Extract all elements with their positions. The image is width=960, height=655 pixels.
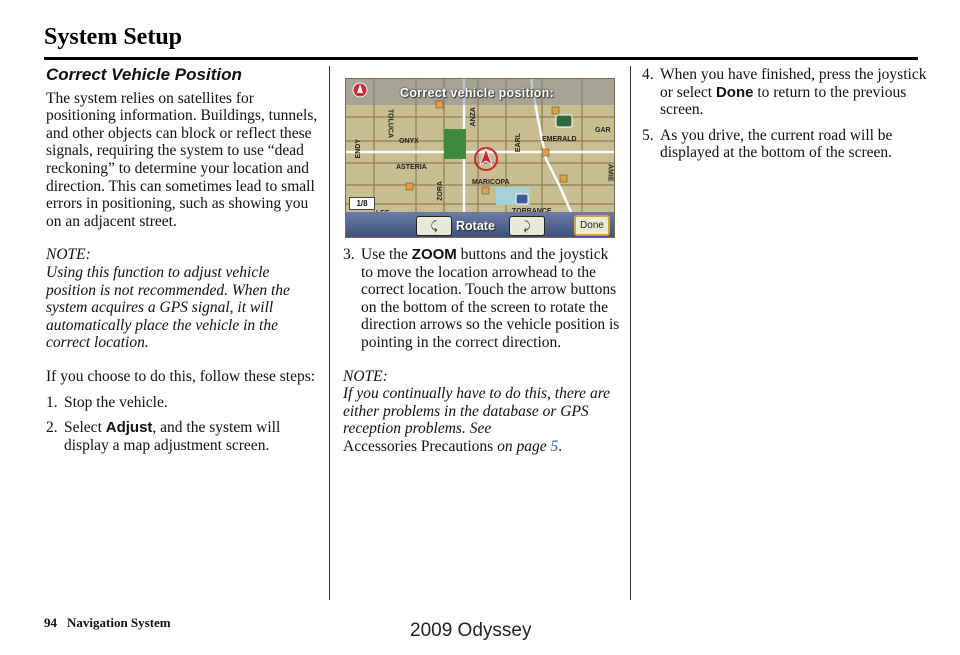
note-text-2 (343, 385, 621, 455)
done-button-label: Done (715, 83, 754, 101)
step-2 (46, 419, 318, 454)
rotate-label: Rotate (456, 219, 495, 233)
map-done-button[interactable]: Done (574, 215, 610, 236)
column-divider (630, 66, 631, 600)
header-divider (44, 57, 918, 60)
step-number: 5. (642, 126, 654, 144)
street-label: GAR (595, 127, 611, 134)
map-screen-title: Correct vehicle position: (400, 86, 555, 100)
page-number: 94 (44, 615, 57, 630)
note-label: NOTE: (343, 367, 388, 385)
park-area (444, 129, 466, 159)
note-text: If you continually have to do this, there are either problems in the database or GPS reception problems. See (343, 385, 611, 438)
step-text: Use the (361, 246, 412, 263)
section-title: Correct Vehicle Position (46, 65, 242, 84)
step-number: 4. (642, 66, 654, 83)
step-text: to return to the previous screen. (660, 83, 907, 119)
step-3 (343, 246, 621, 352)
step-text: Stop the vehicle. (64, 393, 168, 411)
rotate-right-button[interactable]: ⤸ (509, 216, 545, 236)
street-label: ANZA (470, 107, 477, 127)
step-text: Select (64, 419, 106, 437)
footer-model: 2009 Odyssey (410, 620, 532, 641)
step-5 (642, 127, 927, 162)
footer-section: Navigation System (67, 615, 171, 630)
street-label: EMERALD (542, 136, 577, 143)
map-screenshot (345, 78, 615, 238)
street-label: ENDY (355, 139, 362, 159)
street-label: EARL (515, 133, 522, 153)
note-end: . (558, 437, 563, 455)
column-right (642, 66, 927, 170)
footer-page-info (44, 615, 171, 631)
step-1 (46, 394, 318, 412)
rotate-left-button[interactable]: ⤹ (416, 216, 452, 236)
intro-paragraph: The system relies on satellites for positioning information. Buildings, tunnels, and other objects can block or reflect these signals, requiring the system to use “dead reckoning” to determine your location and direction. This can sometimes lead to small errors in positioning, such as showing you on an adjacent street. (46, 89, 318, 230)
step-text: When you have finished, press the joystick or select (660, 66, 927, 101)
column-left (46, 66, 318, 462)
step-text: As you drive, the current road will be displayed at the bottom of the screen. (660, 126, 893, 162)
adjust-button-label: Adjust (105, 419, 153, 437)
step-number: 2. (46, 419, 58, 437)
note-label: NOTE: (46, 246, 91, 264)
street-label: AMIE (606, 164, 614, 182)
street-label: TOLUCA (386, 109, 394, 139)
street-label: MARICOPA (472, 179, 510, 186)
page-ref-label: on page (497, 437, 547, 455)
accessories-precautions-link-text: Accessories Precautions (343, 437, 494, 455)
step-text: , and the system will display a map adjustment screen. (64, 419, 281, 454)
column-middle (343, 66, 621, 472)
page-title: System Setup (44, 24, 183, 50)
street-label: ZORA (437, 181, 444, 201)
page-link[interactable]: 5 (550, 437, 559, 455)
note-text: Using this function to adjust vehicle position is not recommended. When the system acquires a GPS signal, it will automatically place the vehicle in the correct location. (46, 263, 290, 352)
street-label: ONYX (399, 138, 419, 145)
map-scale-indicator: 1/8 (349, 197, 375, 210)
step-text: buttons and the joystick to move the location arrowhead to the correct location. Touch the arrow buttons on the bottom of the screen to rotate the direction arrows so the vehicle position is pointing in the correct direction. (361, 246, 620, 351)
column-divider (329, 66, 330, 600)
step-number: 1. (46, 393, 58, 411)
step-number: 3. (343, 246, 355, 263)
street-label: ASTERIA (396, 164, 427, 171)
zoom-button-label: ZOOM (411, 246, 457, 263)
step-4 (642, 66, 927, 119)
follow-text: If you choose to do this, follow these steps: (46, 367, 316, 385)
